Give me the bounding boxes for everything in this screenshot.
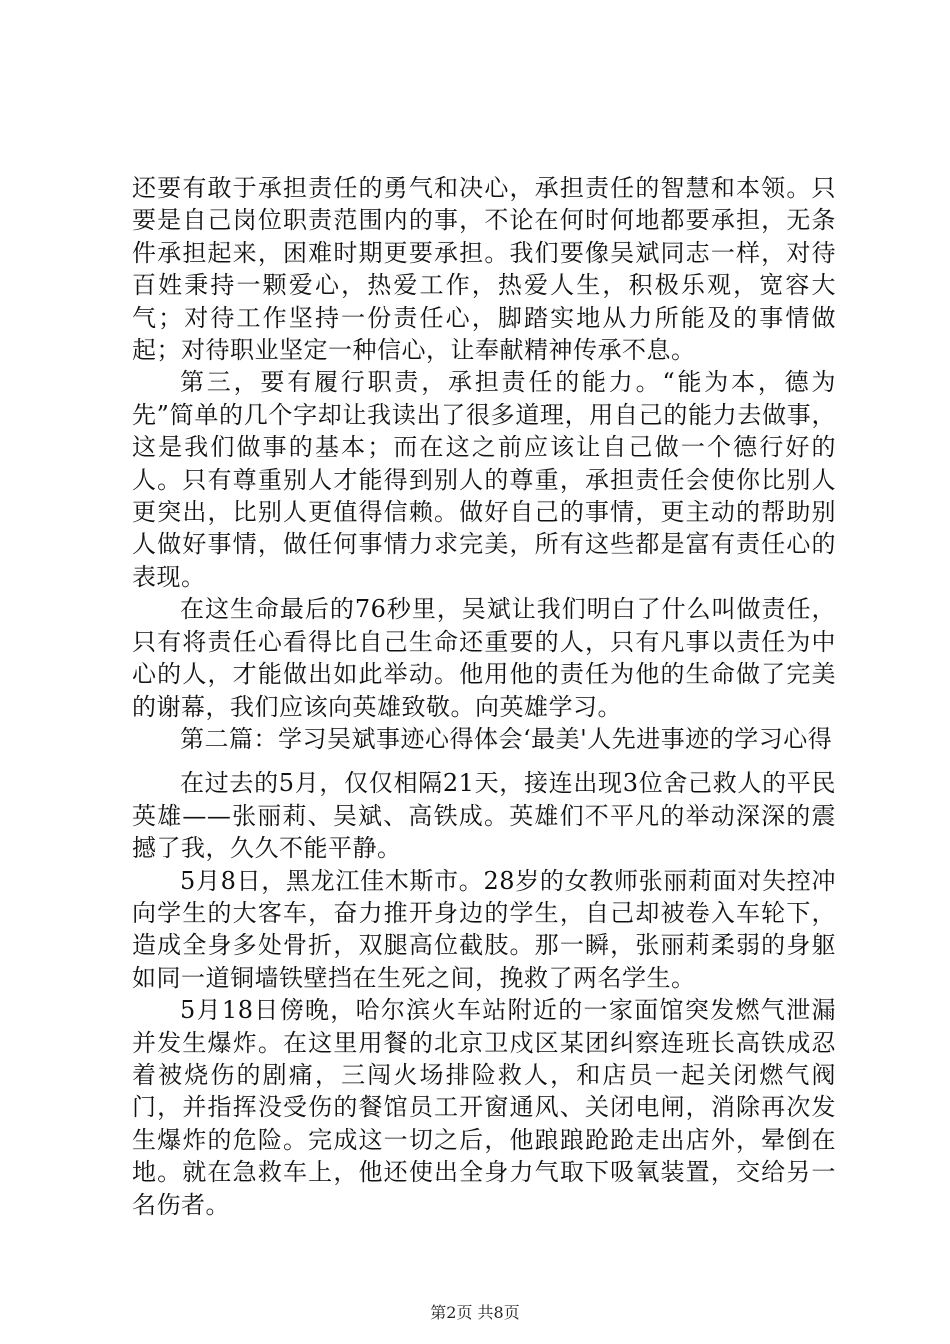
- section-heading: 第二篇：学习吴斌事迹心得体会‘最美'人先进事迹的学习心得: [180, 724, 833, 753]
- paragraph-three-heroes: 在过去的5月，仅仅相隔21天，接连出现3位舍己救人的平民英雄——张丽莉、吴斌、高铁成。英雄们不平凡的举动深深的震撼了我，久久不能平静。: [132, 769, 836, 863]
- page-footer: 第2页 共8页: [430, 1303, 520, 1322]
- paragraph-third-point: 第三，要有履行职责，承担责任的能力。“能为本，德为先”简单的几个字却让我读出了很多道理，用自己的能力去做事，这是我们做事的基本；而在这之前应该让自己做一个德行好的人。只有尊重别人才能得到别人的尊重，承担责任会使你比别人更突出，比别人更值得信赖。做好自己的事情，更主动的帮助别人做好事情，做任何事情力求完美，所有这些都是富有责任心的表现。: [132, 368, 836, 591]
- paragraph-76-seconds: 在这生命最后的76秒里，吴斌让我们明白了什么叫做责任，只有将责任心看得比自己生命还重要的人，只有凡事以责任为中心的人，才能做出如此举动。他用他的责任为他的生命做了完美的谢幕，我们应该向英雄致敬。向英雄学习。: [132, 595, 836, 721]
- paragraph-gao-tiecheng: 5月18日傍晚，哈尔滨火车站附近的一家面馆突发燃气泄漏并发生爆炸。在这里用餐的北京卫戍区某团纠察连班长高铁成忍着被烧伤的剧痛，三闯火场排险救人，和店员一起关闭燃气阀门，并指挥没受伤的餐馆员工开窗通风、关闭电闸，消除再次发生爆炸的危险。完成这一切之后，他踉踉跄跄走出店外，晕倒在地。就在急救车上，他还使出全身力气取下吸氧装置，交给另一名伤者。: [132, 996, 836, 1219]
- paragraph-zhang-lili: 5月8日，黑龙江佳木斯市。28岁的女教师张丽莉面对失控冲向学生的大客车，奋力推开身边的学生，自己却被卷入车轮下，造成全身多处骨折，双腿高位截肢。那一瞬，张丽莉柔弱的身躯如同一道铜墙铁壁挡在生死之间，挽救了两名学生。: [132, 866, 836, 992]
- document-body: [132, 172, 836, 1221]
- paragraph-continuation: 还要有敢于承担责任的勇气和决心，承担责任的智慧和本领。只要是自己岗位职责范围内的事，不论在何时何地都要承担，无条件承担起来，困难时期更要承担。我们要像吴斌同志一样，对待百姓秉持一颗爱心，热爱工作，热爱人生，积极乐观，宽容大气；对待工作坚持一份责任心，脚踏实地从力所能及的事情做起；对待职业坚定一种信心，让奉献精神传承不息。: [132, 174, 836, 365]
